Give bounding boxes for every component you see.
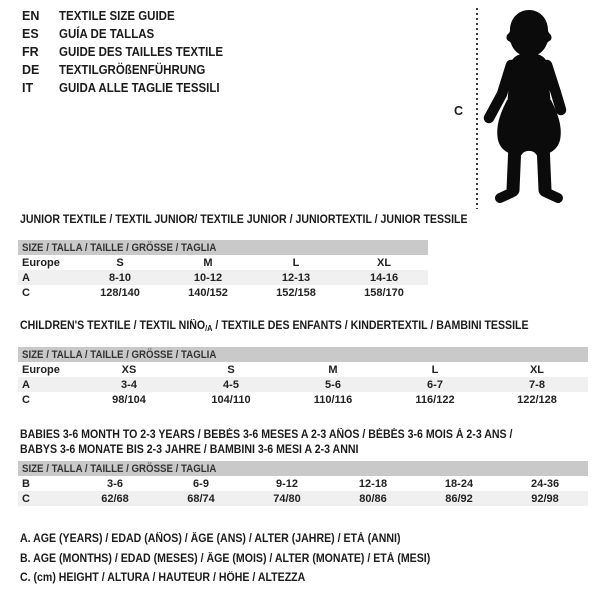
size-bar — [18, 461, 588, 476]
table-cell: 6-7 — [427, 378, 443, 391]
table-cell: 5-6 — [325, 378, 341, 391]
table-row-height — [18, 491, 588, 506]
language-label: TEXTILGRÖßENFÜHRUNG — [59, 63, 206, 77]
language-row-it — [22, 79, 237, 97]
table-cell: 80/86 — [359, 492, 387, 505]
table-cell: 24-36 — [530, 477, 560, 490]
babies-size-table — [18, 461, 588, 506]
row-label: C — [22, 286, 30, 299]
table-cell: 6-9 — [193, 477, 209, 490]
row-label: Europe — [22, 363, 60, 376]
size-bar-label: SIZE / TALLA / TAILLE / GRÖSSE / TAGLIA — [22, 462, 217, 475]
table-cell: XL — [529, 363, 545, 376]
table-cell: 8-10 — [108, 271, 132, 284]
language-code: DE — [22, 63, 40, 77]
junior-section-heading — [20, 214, 506, 226]
size-bar-label: SIZE / TALLA / TAILLE / GRÖSSE / TAGLIA — [22, 348, 217, 361]
table-cell: 74/80 — [273, 492, 301, 505]
table-cell: M — [203, 256, 213, 269]
language-row-en — [22, 7, 237, 25]
children-heading-sub: /A — [205, 324, 213, 333]
row-label: C — [22, 393, 30, 406]
table-row-months — [18, 476, 588, 491]
table-cell: L — [292, 256, 300, 269]
table-row-height — [18, 285, 428, 300]
table-cell: S — [116, 256, 124, 269]
junior-heading-text: JUNIOR TEXTILE / TEXTIL JUNIOR/ TEXTILE JUNIOR / JUNIORTEXTIL / JUNIOR TESSILE — [20, 214, 468, 226]
language-row-de — [22, 61, 237, 79]
note-age-years — [20, 530, 466, 550]
table-cell: 68/74 — [187, 492, 215, 505]
table-cell: L — [431, 363, 439, 376]
table-cell: M — [328, 363, 338, 376]
baby-silhouette-icon — [481, 6, 571, 208]
table-cell: 92/98 — [531, 492, 559, 505]
note-age-months — [20, 550, 466, 570]
table-cell: 152/158 — [276, 286, 316, 299]
size-bar-row — [18, 240, 428, 255]
table-cell: 122/128 — [517, 393, 557, 406]
note-text: C. (cm) HEIGHT / ALTURA / HAUTEUR / HÖHE / ALTEZZA — [20, 572, 306, 584]
children-heading-post: / TEXTILE DES ENFANTS / KINDERTEXTIL / BAMBINI TESSILE — [212, 320, 529, 332]
children-heading-text — [20, 320, 529, 333]
children-heading-pre: CHILDREN'S TEXTILE / TEXTIL NIÑO — [20, 320, 206, 332]
size-bar-row — [18, 461, 588, 476]
size-bar-label: SIZE / TALLA / TAILLE / GRÖSSE / TAGLIA — [22, 241, 217, 254]
language-row-es — [22, 25, 237, 43]
table-cell: 104/110 — [211, 393, 251, 406]
table-cell: 12-18 — [358, 477, 388, 490]
note-text: A. AGE (YEARS) / EDAD (AÑOS) / ÂGE (ANS) / ALTER (JAHRE) / ETÀ (ANNI) — [20, 533, 401, 545]
table-cell: XL — [376, 256, 392, 269]
table-cell: 116/122 — [415, 393, 455, 406]
note-text: B. AGE (MONTHS) / EDAD (MESES) / ÂGE (MOIS) / ALTER (MONATE) / ETÀ (MESI) — [20, 552, 431, 565]
table-cell: 98/104 — [112, 393, 146, 406]
baby-shorts — [497, 100, 561, 155]
baby-head — [507, 10, 552, 57]
size-bar — [18, 347, 588, 362]
babies-heading-line1: BABIES 3-6 MONTH TO 2-3 YEARS / BEBÉS 3-6 MESES A 2-3 AÑOS / BÉBÉS 3-6 MOIS À 2-3 ANS / — [20, 429, 513, 441]
legend-notes — [20, 530, 466, 589]
language-list — [22, 7, 237, 97]
language-label: GUIDE DES TAILLES TEXTILE — [59, 45, 224, 59]
language-code: ES — [22, 27, 39, 41]
table-cell: 140/152 — [188, 286, 228, 299]
junior-size-table — [18, 240, 428, 300]
table-row-europe — [18, 362, 588, 377]
row-label: Europe — [22, 256, 60, 269]
language-label: TEXTILE SIZE GUIDE — [59, 9, 175, 23]
table-cell: 18-24 — [444, 477, 474, 490]
table-row-europe — [18, 255, 428, 270]
table-cell: 128/140 — [100, 286, 140, 299]
table-cell: 62/68 — [101, 492, 129, 505]
table-row-age — [18, 377, 588, 392]
table-cell: 4-5 — [223, 378, 239, 391]
table-cell: 86/92 — [445, 492, 473, 505]
row-label: B — [22, 477, 30, 490]
language-code: FR — [22, 45, 39, 59]
height-marker-label: C — [454, 104, 464, 118]
table-cell: 3-4 — [121, 378, 137, 391]
row-label: A — [22, 378, 30, 391]
table-cell: 7-8 — [529, 378, 545, 391]
row-label: A — [22, 271, 30, 284]
table-cell: XS — [121, 363, 137, 376]
table-cell: 14-16 — [369, 271, 399, 284]
height-dotted-line — [476, 8, 478, 209]
row-label: C — [22, 492, 30, 505]
babies-section-heading — [20, 428, 555, 458]
table-row-age — [18, 270, 428, 285]
table-cell: 10-12 — [193, 271, 223, 284]
table-cell: 3-6 — [107, 477, 123, 490]
size-bar — [18, 240, 428, 255]
language-row-fr — [22, 43, 237, 61]
language-label: GUÍA DE TALLAS — [59, 27, 155, 41]
table-cell: S — [227, 363, 235, 376]
language-label: GUIDA ALLE TAGLIE TESSILI — [59, 81, 220, 95]
children-section-heading — [20, 320, 573, 333]
size-bar-row — [18, 347, 588, 362]
note-height-cm — [20, 569, 466, 589]
babies-heading-line2: BABYS 3-6 MONATE BIS 2-3 JAHRE / BAMBINI 3-6 MESI A 2-3 ANNI — [20, 444, 359, 456]
language-code: EN — [22, 9, 40, 23]
table-cell: 9-12 — [275, 477, 299, 490]
language-code: IT — [22, 81, 34, 95]
table-cell: 158/170 — [364, 286, 404, 299]
children-size-table — [18, 347, 588, 407]
table-cell: 12-13 — [281, 271, 311, 284]
table-row-height — [18, 392, 588, 407]
table-cell: 110/116 — [313, 393, 353, 406]
